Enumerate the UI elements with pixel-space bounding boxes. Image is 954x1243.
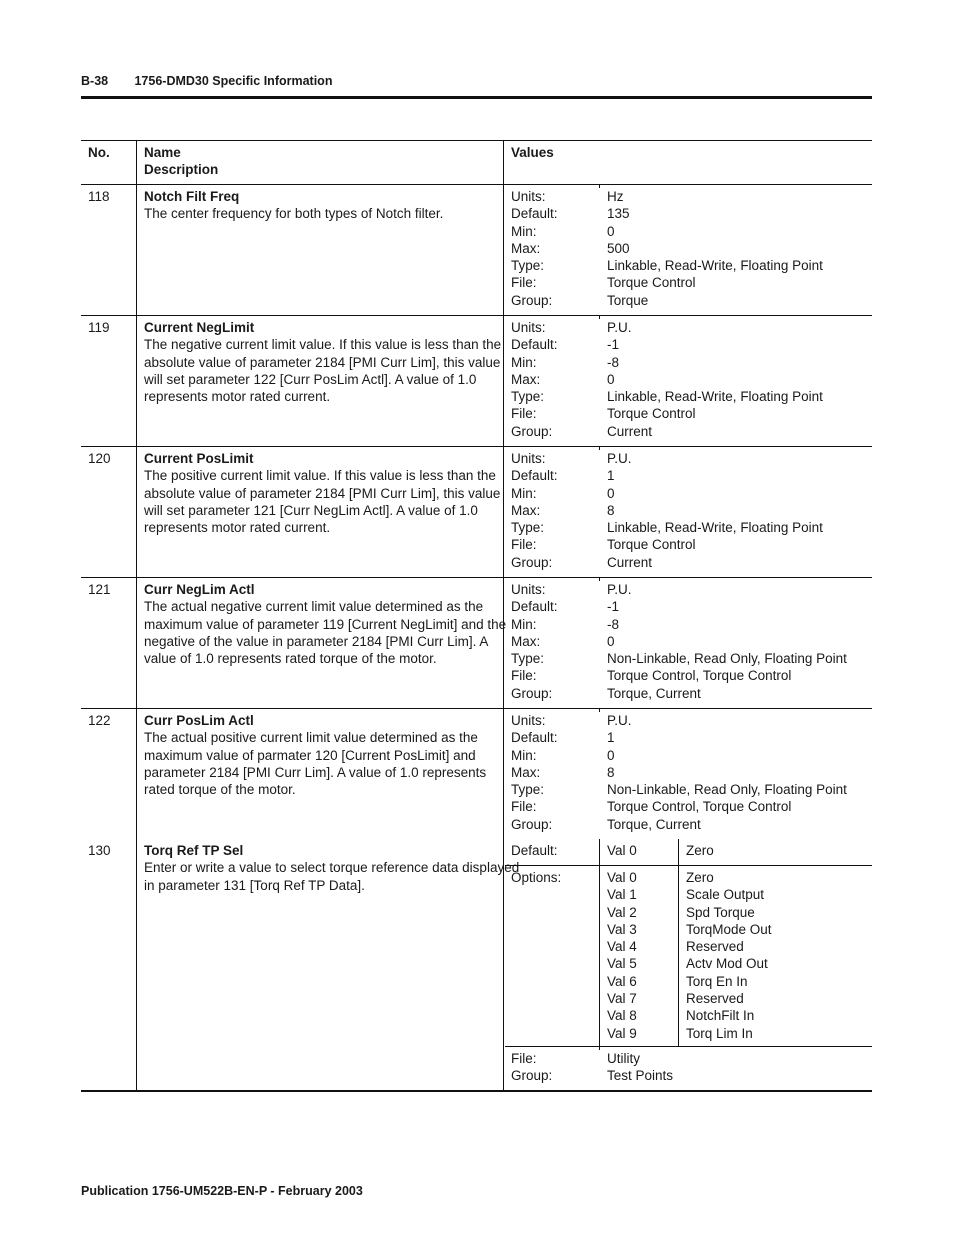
table-header-row bbox=[81, 141, 872, 185]
value-entry: 0 bbox=[607, 485, 615, 501]
option-code: Val 1 bbox=[607, 887, 637, 903]
file-value: Utility bbox=[607, 1051, 640, 1066]
value-label: Units: bbox=[511, 320, 546, 335]
option-code: Val 7 bbox=[607, 991, 637, 1007]
param-desc-line: absolute value of parameter 2184 [PMI Curr Lim], this value bbox=[144, 485, 501, 501]
file-group-values bbox=[601, 1047, 872, 1085]
option-desc: Reserved bbox=[686, 991, 744, 1007]
param-desc-line: represents motor rated current. bbox=[144, 389, 331, 405]
option-code: Val 4 bbox=[607, 939, 637, 955]
value-entry: -8 bbox=[607, 616, 620, 632]
option-code: Val 2 bbox=[607, 904, 637, 920]
default-desc: Zero bbox=[686, 843, 714, 858]
param-desc-line: maximum value of parmater 120 [Current PosLimit] and bbox=[144, 747, 476, 763]
value-entry: Torque Control bbox=[607, 406, 696, 422]
param-name: Curr PosLim Actl bbox=[144, 713, 254, 728]
value-label: File: bbox=[511, 275, 537, 291]
value-entries bbox=[601, 709, 872, 833]
value-entry: Torque, Current bbox=[607, 816, 701, 832]
value-label: Type: bbox=[511, 520, 545, 536]
value-label: Type: bbox=[511, 651, 545, 667]
value-label: Default: bbox=[511, 730, 558, 746]
value-entry: Torque, Current bbox=[607, 685, 701, 701]
header-rule bbox=[81, 96, 872, 99]
value-entry: Non-Linkable, Read Only, Floating Point bbox=[607, 782, 847, 798]
group-value: Test Points bbox=[607, 1068, 674, 1084]
value-entry: Current bbox=[607, 554, 653, 570]
default-label: Default: bbox=[505, 839, 600, 865]
param-desc-line: maximum value of parameter 119 [Current NegLimit] and the bbox=[144, 616, 507, 632]
option-code: Val 0 bbox=[607, 870, 637, 885]
value-labels bbox=[505, 578, 600, 701]
value-labels bbox=[505, 185, 600, 308]
value-entry: Non-Linkable, Read Only, Floating Point bbox=[607, 651, 847, 667]
page-number: B-38 bbox=[81, 74, 109, 88]
param-desc-line: represents motor rated current. bbox=[144, 520, 331, 536]
value-label: Default: bbox=[511, 337, 558, 353]
table-row-120 bbox=[81, 447, 872, 578]
value-label: Min: bbox=[511, 485, 537, 501]
param-desc-line: will set parameter 121 [Curr NegLim Actl]. A value of 1.0 bbox=[144, 502, 478, 518]
option-desc: Torq En In bbox=[686, 973, 748, 989]
value-label: Type: bbox=[511, 258, 545, 274]
value-labels bbox=[505, 447, 600, 570]
option-codes bbox=[601, 866, 679, 1047]
param-desc-line: The actual positive current limit value determined as the bbox=[144, 730, 478, 746]
option-code: Val 6 bbox=[607, 973, 637, 989]
param-number: 122 bbox=[81, 709, 137, 839]
value-label: File: bbox=[511, 406, 537, 422]
param-desc-line: The actual negative current limit value determined as the bbox=[144, 599, 484, 615]
param-number: 118 bbox=[81, 185, 137, 315]
column-header-name-label: Name bbox=[144, 145, 181, 160]
value-label: Min: bbox=[511, 223, 537, 239]
value-label: Default: bbox=[511, 468, 558, 484]
param-desc-line: parameter 2184 [PMI Curr Lim]. A value of 1.0 represents bbox=[144, 764, 487, 780]
value-labels bbox=[505, 316, 600, 439]
value-label: Group: bbox=[511, 685, 553, 701]
value-label: Default: bbox=[511, 206, 558, 222]
group-label: Group: bbox=[511, 1068, 553, 1084]
value-label: Max: bbox=[511, 240, 541, 256]
value-label: Default: bbox=[511, 599, 558, 615]
option-code: Val 8 bbox=[607, 1008, 637, 1024]
value-label: Max: bbox=[511, 764, 541, 780]
value-entries bbox=[601, 316, 872, 440]
value-label: Group: bbox=[511, 292, 553, 308]
publication-footer: Publication 1756-UM522B-EN-P - February 2003 bbox=[81, 1184, 363, 1198]
value-entry: Torque bbox=[607, 292, 649, 308]
options-label: Options: bbox=[505, 866, 600, 1047]
value-entry: Current bbox=[607, 423, 653, 439]
option-code: Val 9 bbox=[607, 1025, 637, 1041]
param-name: Curr NegLim Actl bbox=[144, 582, 255, 597]
value-entry: P.U. bbox=[607, 582, 632, 597]
value-label: File: bbox=[511, 799, 537, 815]
value-entry: 1 bbox=[607, 730, 615, 746]
value-label: Units: bbox=[511, 713, 546, 728]
parameter-table bbox=[81, 140, 872, 1092]
param-desc-line: The positive current limit value. If this value is less than the bbox=[144, 468, 496, 484]
option-code: Val 3 bbox=[607, 921, 637, 937]
value-entry: Torque Control, Torque Control bbox=[607, 668, 792, 684]
value-label: Min: bbox=[511, 747, 537, 763]
value-entry: Torque Control bbox=[607, 275, 696, 291]
value-label: Group: bbox=[511, 554, 553, 570]
param-desc-line: The center frequency for both types of Notch filter. bbox=[144, 206, 444, 222]
param-name: Notch Filt Freq bbox=[144, 189, 240, 204]
param-name-desc bbox=[138, 839, 520, 1090]
page-header bbox=[81, 74, 332, 88]
column-header-name bbox=[138, 141, 504, 184]
value-entries bbox=[601, 578, 872, 702]
value-entry: Linkable, Read-Write, Floating Point bbox=[607, 520, 823, 536]
value-entry: 135 bbox=[607, 206, 630, 222]
value-entry: -1 bbox=[607, 337, 620, 353]
param-number: 120 bbox=[81, 447, 137, 577]
value-entry: 0 bbox=[607, 371, 615, 387]
value-label: Max: bbox=[511, 502, 541, 518]
value-label: Units: bbox=[511, 582, 546, 597]
value-label: Group: bbox=[511, 816, 553, 832]
table-row-122 bbox=[81, 709, 872, 839]
value-entry: Torque Control, Torque Control bbox=[607, 799, 792, 815]
value-label: File: bbox=[511, 537, 537, 553]
table-row-119 bbox=[81, 316, 872, 447]
value-entry: P.U. bbox=[607, 320, 632, 335]
param-name-desc bbox=[138, 578, 507, 708]
param-name-desc bbox=[138, 316, 504, 446]
param-name: Current PosLimit bbox=[144, 451, 254, 466]
option-desc: Torq Lim In bbox=[686, 1025, 753, 1041]
param-desc-line: Enter or write a value to select torque reference data displayed bbox=[144, 860, 520, 876]
value-entry: P.U. bbox=[607, 713, 632, 728]
param-desc-line: value of 1.0 represents rated torque of the motor. bbox=[144, 651, 437, 667]
value-label: Units: bbox=[511, 189, 546, 204]
value-entry: P.U. bbox=[607, 451, 632, 466]
option-desc: TorqMode Out bbox=[686, 921, 772, 937]
option-desc: Reserved bbox=[686, 939, 744, 955]
value-label: Max: bbox=[511, 371, 541, 387]
value-label: Type: bbox=[511, 782, 545, 798]
section-title: 1756-DMD30 Specific Information bbox=[134, 74, 333, 88]
parameter-rows bbox=[81, 185, 872, 839]
param-desc-line: negative of the value in parameter 2184 [PMI Curr Lim]. A bbox=[144, 633, 489, 649]
file-group-subrow bbox=[505, 1046, 872, 1084]
value-label: Min: bbox=[511, 616, 537, 632]
file-label: File: bbox=[511, 1051, 537, 1066]
value-label: Group: bbox=[511, 423, 553, 439]
value-entry: Torque Control bbox=[607, 537, 696, 553]
option-desc: Spd Torque bbox=[686, 904, 755, 920]
table-row-121 bbox=[81, 578, 872, 709]
option-desc: Zero bbox=[686, 870, 714, 885]
param-desc-line: absolute value of parameter 2184 [PMI Curr Lim], this value bbox=[144, 354, 501, 370]
option-descriptions bbox=[680, 866, 872, 1042]
param-name: Current NegLimit bbox=[144, 320, 255, 335]
value-label: Max: bbox=[511, 633, 541, 649]
default-subrow bbox=[505, 839, 872, 865]
file-group-labels bbox=[505, 1047, 600, 1084]
option-desc: Actv Mod Out bbox=[686, 956, 768, 972]
param-name-desc bbox=[138, 447, 504, 577]
value-entry: 500 bbox=[607, 240, 630, 256]
option-desc: NotchFilt In bbox=[686, 1008, 755, 1024]
value-entry: 0 bbox=[607, 633, 615, 649]
table-row-130 bbox=[81, 839, 872, 1090]
value-label: Min: bbox=[511, 354, 537, 370]
value-entry: -1 bbox=[607, 599, 620, 615]
value-label: File: bbox=[511, 668, 537, 684]
value-entry: 8 bbox=[607, 502, 615, 518]
param-desc-line: rated torque of the motor. bbox=[144, 782, 296, 798]
param-number: 119 bbox=[81, 316, 137, 446]
table-row-118 bbox=[81, 185, 872, 316]
option-code: Val 5 bbox=[607, 956, 637, 972]
param-desc-line: will set parameter 122 [Curr PosLim Actl]. A value of 1.0 bbox=[144, 371, 477, 387]
param-name-desc bbox=[138, 185, 504, 315]
value-entry: 1 bbox=[607, 468, 615, 484]
param-name-desc bbox=[138, 709, 504, 839]
param-number: 121 bbox=[81, 578, 137, 708]
value-entry: 8 bbox=[607, 764, 615, 780]
column-header-no: No. bbox=[81, 141, 137, 184]
value-entries bbox=[601, 185, 872, 309]
value-entry: Hz bbox=[607, 189, 624, 204]
column-header-description-label: Description bbox=[144, 162, 219, 178]
column-header-values: Values bbox=[511, 145, 554, 160]
value-label: Type: bbox=[511, 389, 545, 405]
value-labels bbox=[505, 709, 600, 832]
value-entry: Linkable, Read-Write, Floating Point bbox=[607, 389, 823, 405]
value-entries bbox=[601, 447, 872, 571]
value-entry: -8 bbox=[607, 354, 620, 370]
value-label: Units: bbox=[511, 451, 546, 466]
param-desc-line: in parameter 131 [Torq Ref TP Data]. bbox=[144, 877, 365, 893]
value-entry: 0 bbox=[607, 747, 615, 763]
option-desc: Scale Output bbox=[686, 887, 765, 903]
param-number: 130 bbox=[81, 839, 137, 1090]
param-desc-line: The negative current limit value. If this value is less than the bbox=[144, 337, 502, 353]
default-code: Val 0 bbox=[601, 839, 679, 865]
value-entry: 0 bbox=[607, 223, 615, 239]
param-name: Torq Ref TP Sel bbox=[144, 843, 244, 858]
value-entry: Linkable, Read-Write, Floating Point bbox=[607, 258, 823, 274]
options-subrow bbox=[505, 865, 872, 1047]
